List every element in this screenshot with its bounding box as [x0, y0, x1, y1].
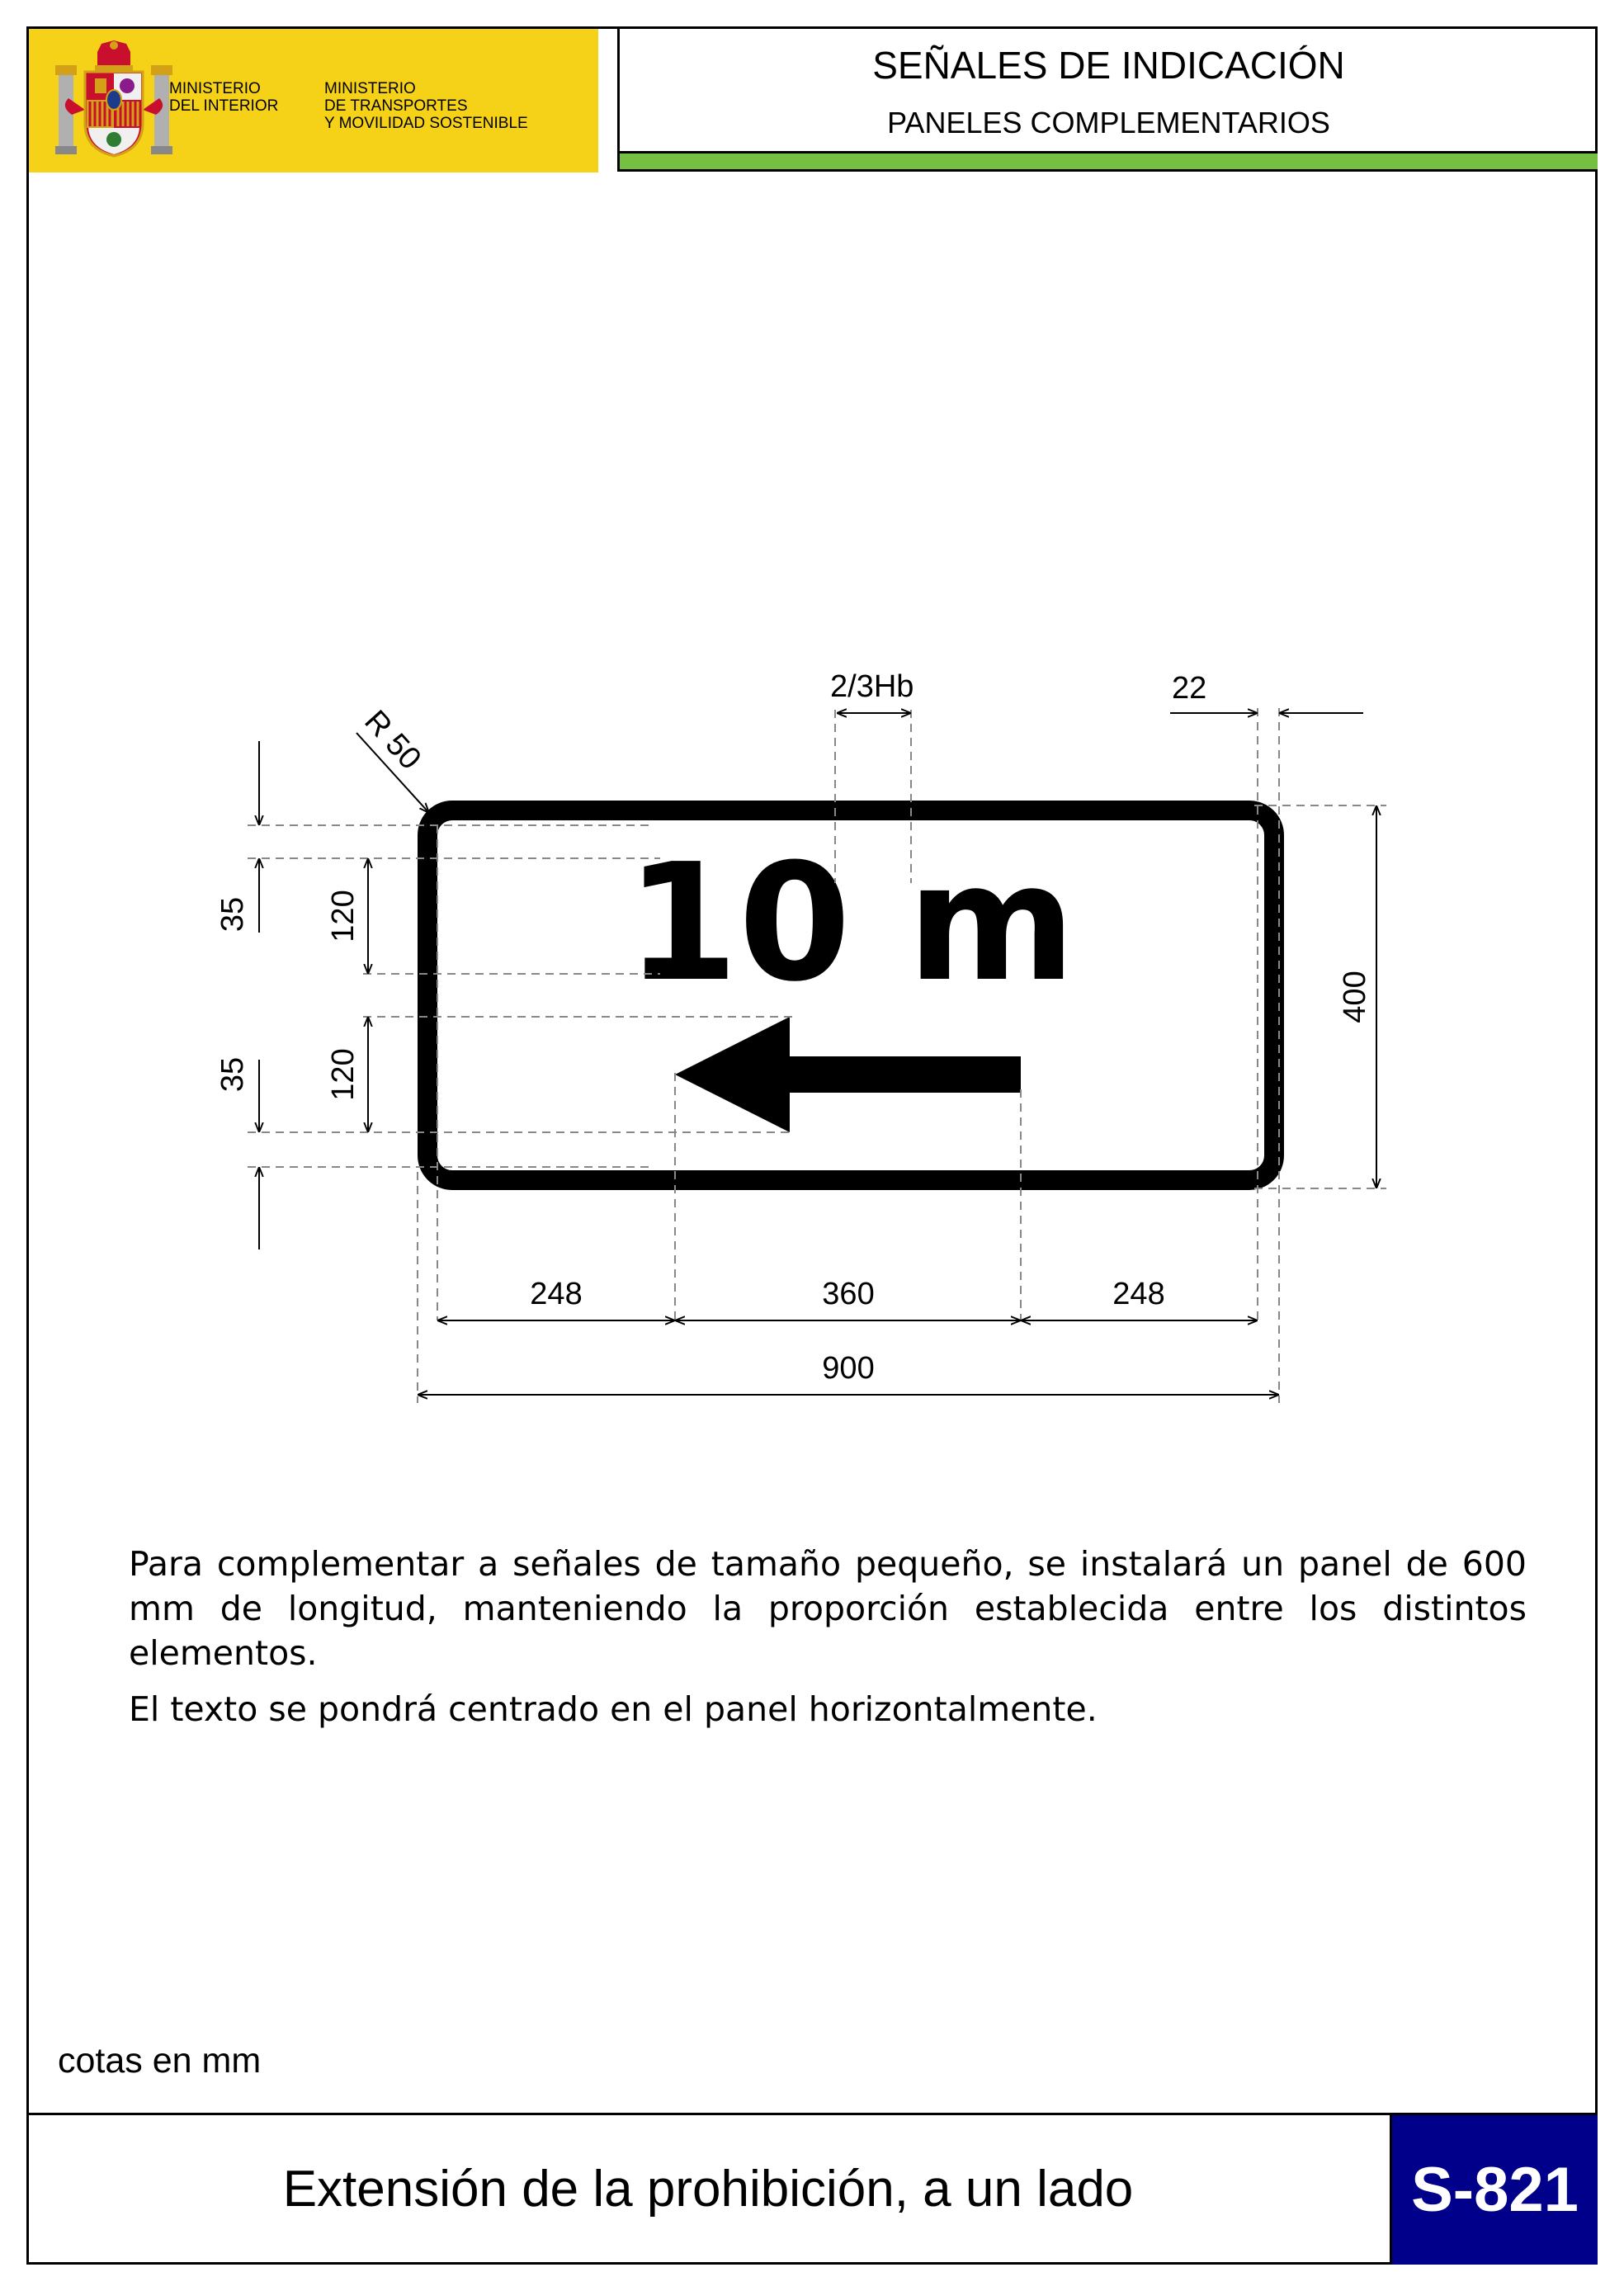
- dim-total-width-label: 900: [822, 1351, 875, 1386]
- dim-middle-segment-label: 360: [822, 1277, 875, 1311]
- footer: [26, 2113, 1598, 2265]
- dim-text-height-label: 120: [326, 890, 361, 942]
- ministry-transport-label: MINISTERIO DE TRANSPORTES Y MOVILIDAD SOSTENIBLE: [324, 80, 528, 132]
- document-title: SEÑALES DE INDICACIÓN: [872, 44, 1345, 87]
- description-paragraph-1: Para complementar a señales de tamaño pequeño, se instalará un panel de 600 mm de longitud, manteniendo la proporción establecida entre los distintos elementos.: [129, 1544, 1527, 1673]
- dim-right-segment-label: 248: [1112, 1277, 1165, 1311]
- ministry-interior-label: MINISTERIO DEL INTERIOR: [169, 80, 279, 115]
- sign-code-badge: S-821: [1390, 2115, 1598, 2265]
- sign-distance-text: 10 m: [626, 829, 1076, 1018]
- dim-top-margin-label: 35: [215, 896, 250, 933]
- dim-letter-spacing-label: 2/3Hb: [830, 669, 914, 704]
- dim-arrow-height-label: 120: [326, 1048, 361, 1101]
- units-note: cotas en mm: [58, 2041, 262, 2081]
- dim-bottom-margin-label: 35: [215, 1056, 250, 1093]
- description-paragraph-2: El texto se pondrá centrado en el panel horizontalmente.: [129, 1689, 1098, 1729]
- dim-border-offset-label: 22: [1172, 671, 1207, 706]
- dim-radius-label: R 50: [357, 703, 428, 777]
- sign-name: Extensión de la prohibición, a un lado: [282, 2161, 1134, 2218]
- dim-total-height-label: 400: [1338, 971, 1372, 1023]
- document-subtitle: PANELES COMPLEMENTARIOS: [887, 106, 1330, 139]
- dim-left-segment-label: 248: [530, 1277, 583, 1311]
